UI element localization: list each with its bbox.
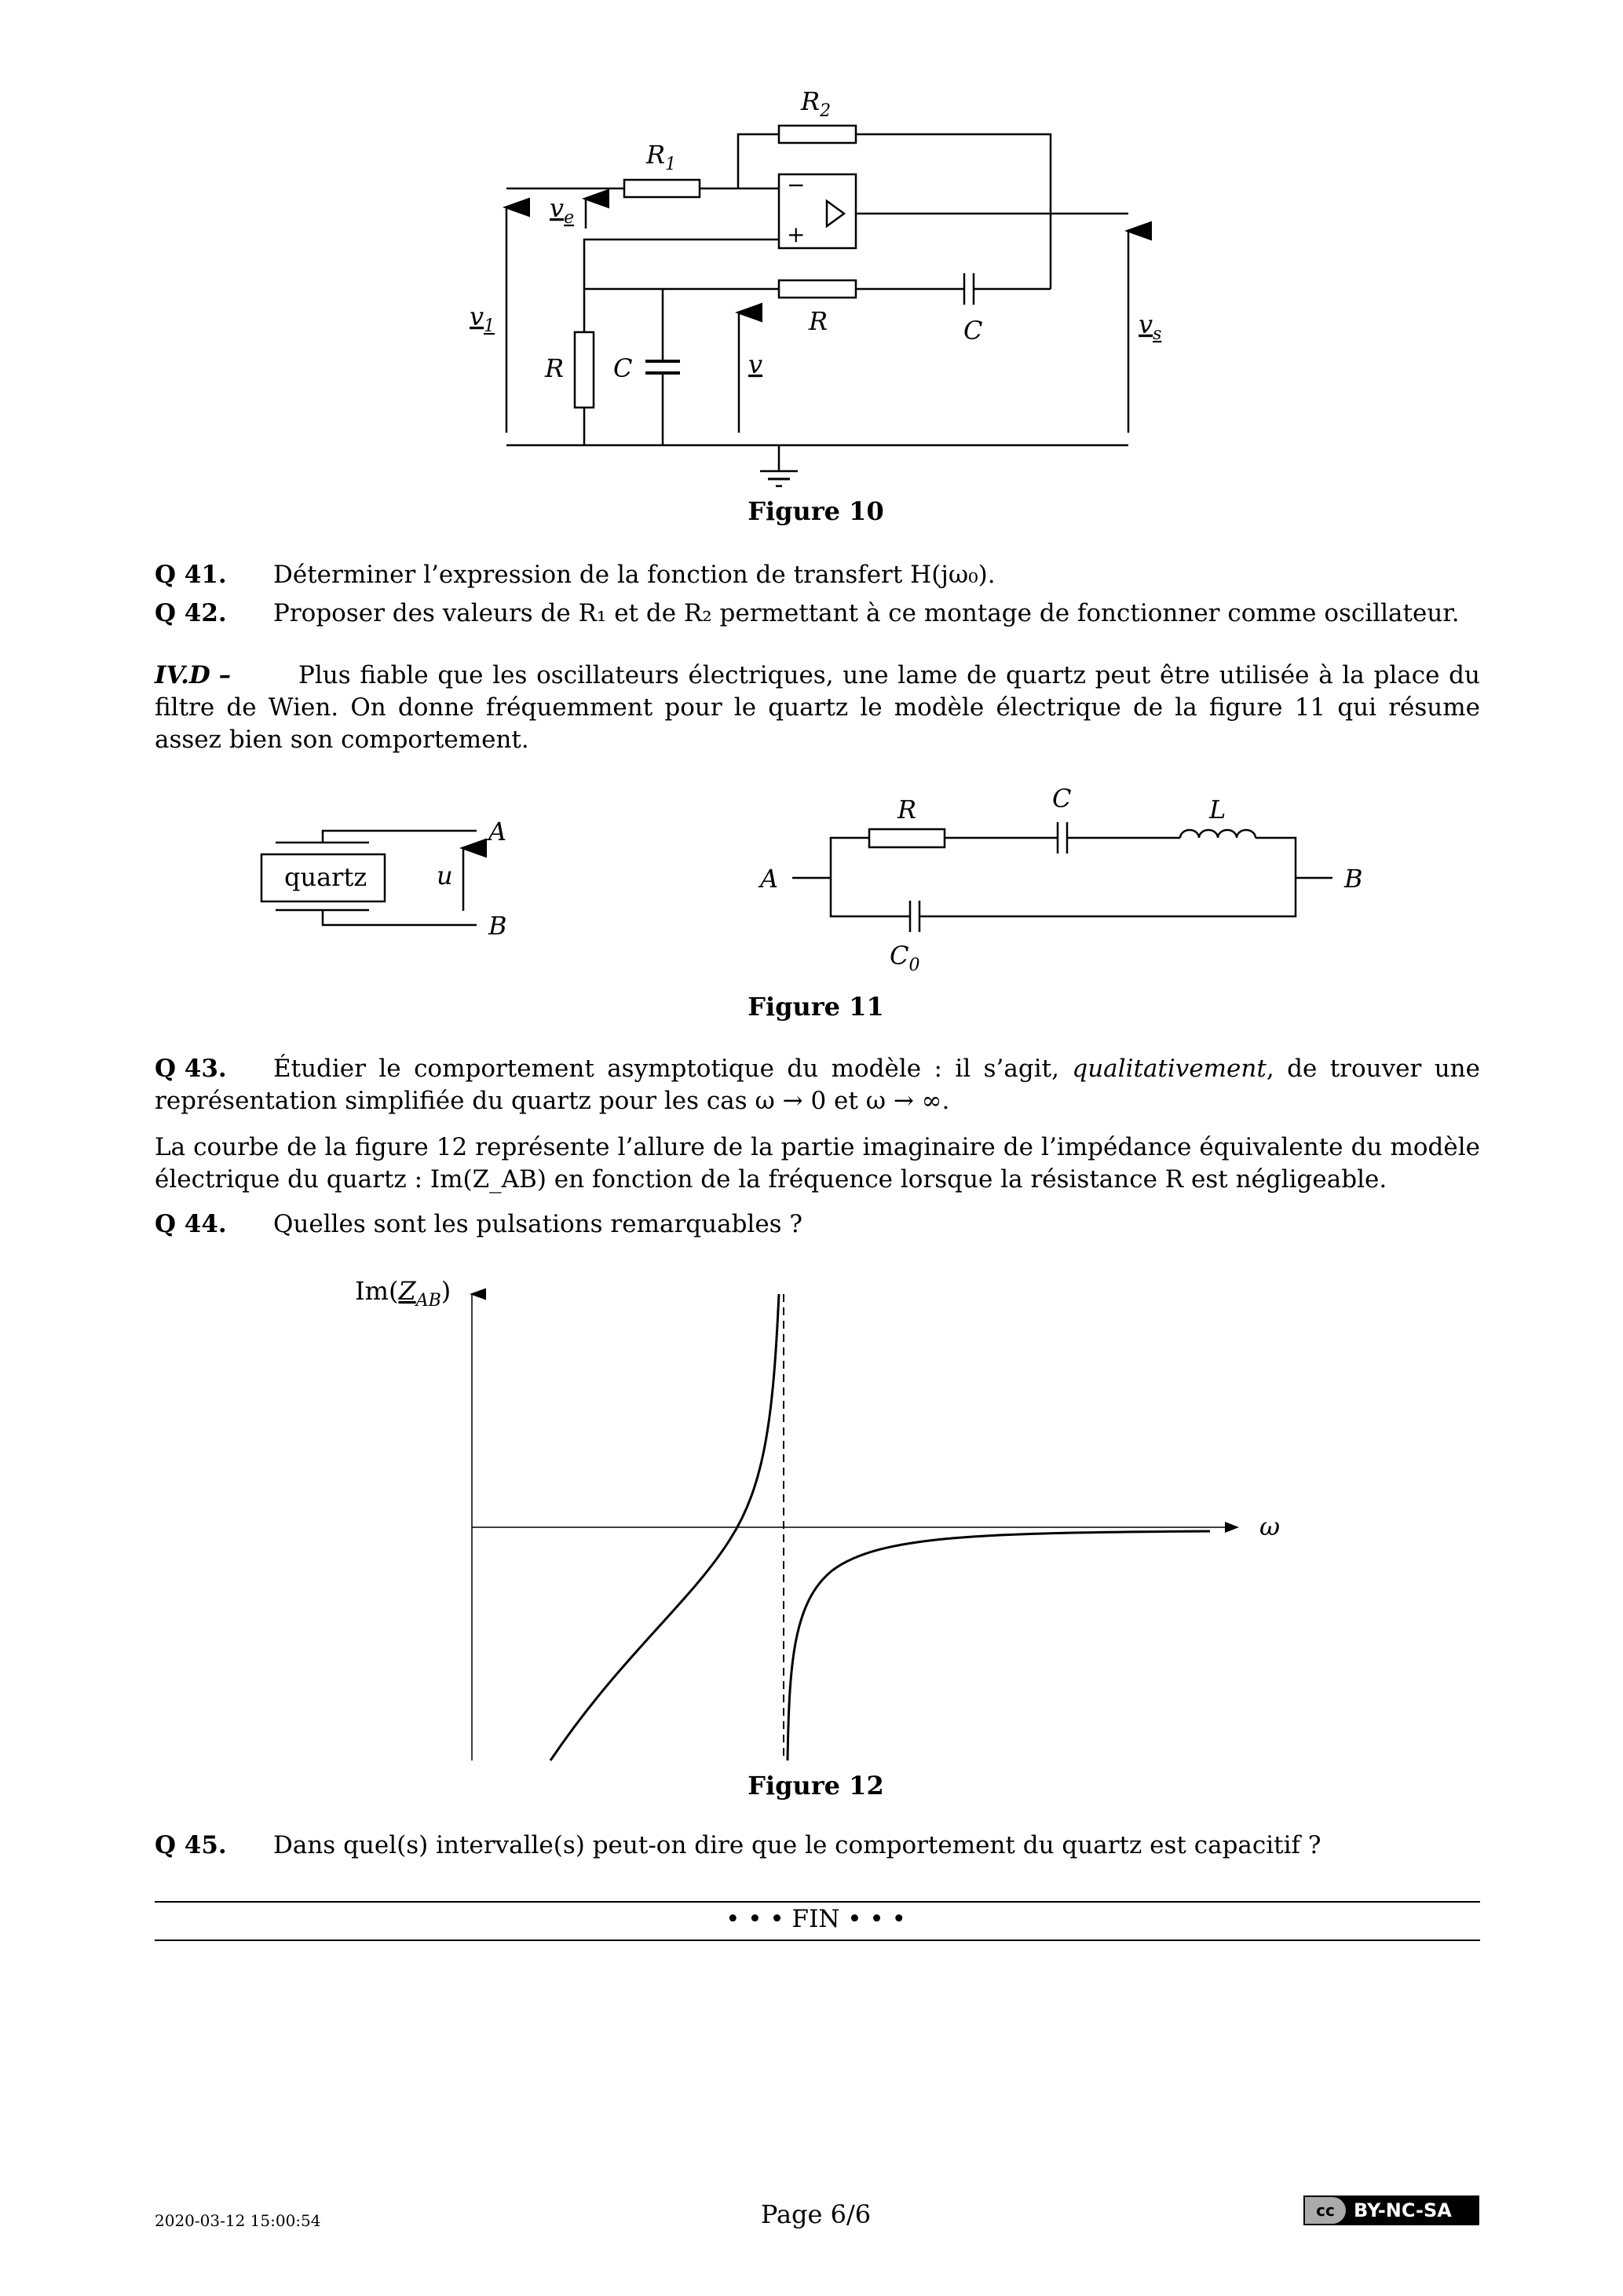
svg-text:C: C [1052, 784, 1072, 813]
svg-text:B: B [488, 911, 507, 941]
svg-text:R: R [809, 306, 828, 336]
footer-timestamp: 2020-03-12 15:00:54 [155, 2211, 321, 2230]
end-marker: • • • FIN • • • [726, 1905, 906, 1933]
divider-bottom [155, 1940, 1480, 1941]
svg-text:R1: $R_1$ [646, 140, 677, 174]
question-44: Q 44. Quelles sont les pulsations remarquables ? [155, 1210, 803, 1238]
svg-text:ω: ω [1259, 1512, 1281, 1541]
svg-text:vs: $v_s$ [1139, 309, 1162, 344]
svg-text:C: C [963, 316, 983, 345]
svg-text:quartz: quartz [284, 862, 367, 892]
svg-text:R2: $R_2$ [801, 86, 832, 121]
svg-text:L: L [1209, 795, 1226, 824]
cc-logo-icon: cc [1305, 2197, 1346, 2224]
paragraph-figure-12: La courbe de la figure 12 représente l’allure de la partie imaginaire de l’impédance équivalente du modèle électrique du quartz : Im(Z_AB) en fonction de la fréquence lorsque la résistance R est négligeable. [155, 1133, 1480, 1194]
svg-text:v: v [748, 349, 763, 379]
figure-11-caption: Figure 11 [748, 992, 884, 1022]
svg-text:C: C [613, 353, 633, 383]
question-45: Q 45. Dans quel(s) intervalle(s) peut-on dire que le comportement du quartz est capacitif ? [155, 1831, 1321, 1859]
svg-text:+: + [787, 221, 806, 247]
svg-text:Im(ZAB): $Im(Z_{AB})$ [355, 1276, 451, 1311]
svg-text:R: R [545, 353, 565, 383]
svg-text:A: A [760, 864, 779, 894]
divider-top [155, 1901, 1480, 1903]
license-text: BY-NC-SA [1354, 2199, 1452, 2221]
svg-text:C0: $C_0$ [890, 941, 920, 975]
question-41: Q 41. Déterminer l’expression de la fonction de transfert H(jω₀). [155, 561, 996, 589]
svg-text:A: A [488, 817, 507, 846]
question-43: Q 43. Étudier le comportement asymptotique du modèle : il s’agit, qualitativement, de trouver une représentation simplifiée du quartz pour les cas ω → 0 et ω → ∞. [155, 1055, 1480, 1115]
figure-12-caption: Figure 12 [748, 1771, 884, 1801]
svg-text:B: B [1344, 864, 1363, 894]
svg-text:−: − [787, 172, 806, 198]
question-42: Q 42. Proposer des valeurs de R₁ et de R₂ permettant à ce montage de fonctionner comme oscillateur. [155, 599, 1460, 627]
license-badge [1303, 2195, 1479, 2225]
footer-page-number: Page 6/6 [760, 2199, 872, 2229]
curve-right-branch [788, 1531, 1210, 1760]
svg-text:u: u [437, 861, 453, 890]
svg-text:ve: $v_e$ [550, 193, 575, 228]
svg-text:v1: $v_1$ [470, 302, 495, 336]
svg-text:R: R [897, 795, 917, 824]
section-ivd: IV.D – Plus fiable que les oscillateurs électriques, une lame de quartz peut être utilisée à la place du filtre de Wien. On donne fréquemment pour le quartz le modèle électrique de la figure 11 qui résume assez bien son comportement. [155, 661, 1480, 754]
figure-10-caption: Figure 10 [748, 496, 884, 526]
